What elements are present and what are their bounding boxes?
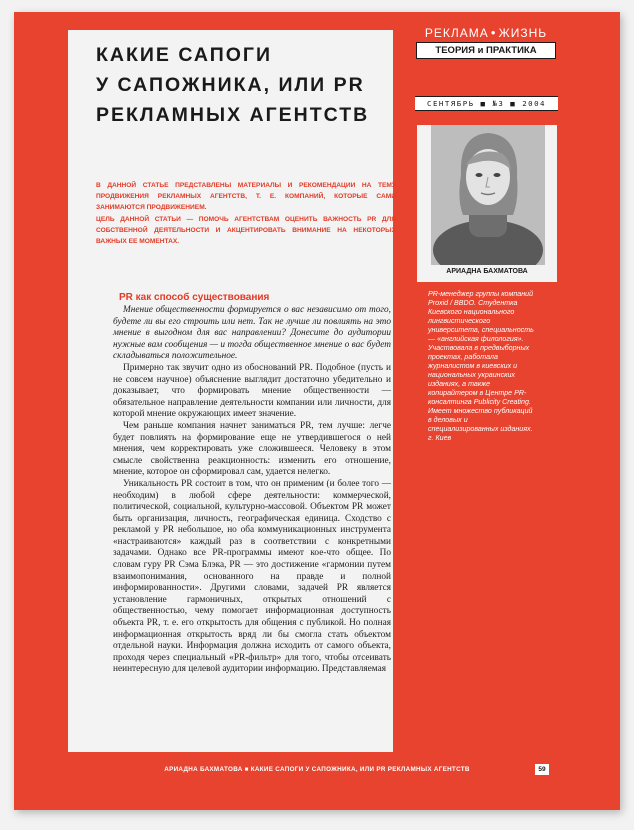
title-line-2: У САПОЖНИКА, ИЛИ PR [96, 74, 365, 96]
brand-dot-icon: ● [490, 28, 497, 37]
rubric-label: ТЕОРИЯ и ПРАКТИКА [416, 42, 556, 59]
author-bio: PR-менеджер группы компаний Proxid / BBDO. Студентка Киевского национального лингвистического университета, специальность — «английская филология». Участвовала в предвыборных проектах, работала журналистом в киевских и национальных украинских изданиях, а также копирайтером в Центре PR-консалтинга Publicity Creating. Имеет множество публикаций в деловых и специализированных изданиях. г. Киев [428, 290, 534, 442]
body-paragraph-1: Мнение общественности формируется о вас независимо от того, будете ли вы его строить или нет. Так не лучше ли повлиять на это мнение в выгодном для вас направлении? Донесите до аудитории нужные вам сообщения — и тогда общественное мнение о вас будет складываться положительное. [113, 305, 391, 362]
author-photo [431, 125, 545, 265]
article-title [96, 40, 396, 130]
section-heading: PR как способ существования [119, 292, 270, 303]
portrait-image [431, 125, 545, 265]
lead-paragraph-2: ЦЕЛЬ ДАННОЙ СТАТЬИ — ПОМОЧЬ АГЕНТСТВАМ ОЦЕНИТЬ ВАЖНОСТЬ PR ДЛЯ СОБСТВЕННОЙ ДЕЯТЕЛЬНОСТИ И АКЦЕНТИРОВАТЬ ВНИМАНИЕ НА НЕКОТОРЫХ ВАЖНЫХ ЕЕ МОМЕНТАХ. [96, 215, 396, 246]
body-paragraph-2: Примерно так звучит одно из обоснований PR. Подобное (пусть и не совсем научное) объяснение выглядит достаточно убедительно и доказывает, что формировать мнение общественности — обязательное направление деятельности компании или личности, для которой мнение окружающих имеет значение. [113, 362, 391, 420]
brand-left: РЕКЛАМА [424, 26, 489, 40]
article-lead [96, 180, 396, 247]
body-paragraph-4: Уникальность PR состоит в том, что он применим (и более того — необходим) в любой сфере деятельности: коммерческой, политической, социальной, культурно-массовой. Объектом PR может быть организация, личность, географическая единица. Сходство с рекламой у PR небольшое, но оба коммуникационных инструмента «настраиваются» каждый раз в соответствии с конкретными задачами. Однако все PR-программы имеют кое-что общее. По словам гуру PR Сэма Блэка, PR — это достижение «гармонии путем взаимопонимания, основанного на правде и полной информированности». Другими словами, задачей PR является установление гармоничных, открытых отношений с общественностью, чему помогает информационная доступность объекта PR, т. е. его открытость для общения с публикой. Но полная информационная открытость вряд ли бы смогла стать объектом отдельной науки. Информация должна исходить от самого объекта, проходя через специальный «PR-фильтр» для того, чтобы отсеивать неинтересную для целевой аудитории информацию. Представляемая [113, 478, 391, 675]
page-number: 59 [535, 764, 549, 775]
body-paragraph-3: Чем раньше компания начнет заниматься PR, тем лучше: легче будет повлиять на формирование еще не утвердившегося о ней мнения, чем корректировать уже сложившееся. Человеку в этом смысле свойственна реакционность: изменить его отношение, мнение, которое он сформировал сам, удается нелегко. [113, 420, 391, 478]
magazine-logo [416, 26, 556, 59]
author-name: АРИАДНА БАХМАТОВА [446, 268, 528, 275]
running-footer: АРИАДНА БАХМАТОВА ■ КАКИЕ САПОГИ У САПОЖНИКА, ИЛИ PR РЕКЛАМНЫХ АГЕНТСТВ [164, 766, 470, 773]
article-body [113, 305, 391, 676]
brand-right: ЖИЗНЬ [498, 26, 548, 40]
title-line-1: КАКИЕ САПОГИ [96, 44, 273, 66]
lead-paragraph-1: В ДАННОЙ СТАТЬЕ ПРЕДСТАВЛЕНЫ МАТЕРИАЛЫ И РЕКОМЕНДАЦИИ НА ТЕМУ ПРОДВИЖЕНИЯ РЕКЛАМНЫХ АГЕНТСТВ, Т. Е. КОМПАНИЙ, КОТОРЫЕ САМИ ЗАНИМАЮТСЯ ПРОДВИЖЕНИЕМ. [96, 182, 396, 212]
title-line-3: РЕКЛАМНЫХ АГЕНТСТВ [96, 104, 370, 126]
author-photo-frame [417, 125, 557, 282]
issue-date: СЕНТЯБРЬ ■ №3 ■ 2004 [415, 96, 558, 111]
